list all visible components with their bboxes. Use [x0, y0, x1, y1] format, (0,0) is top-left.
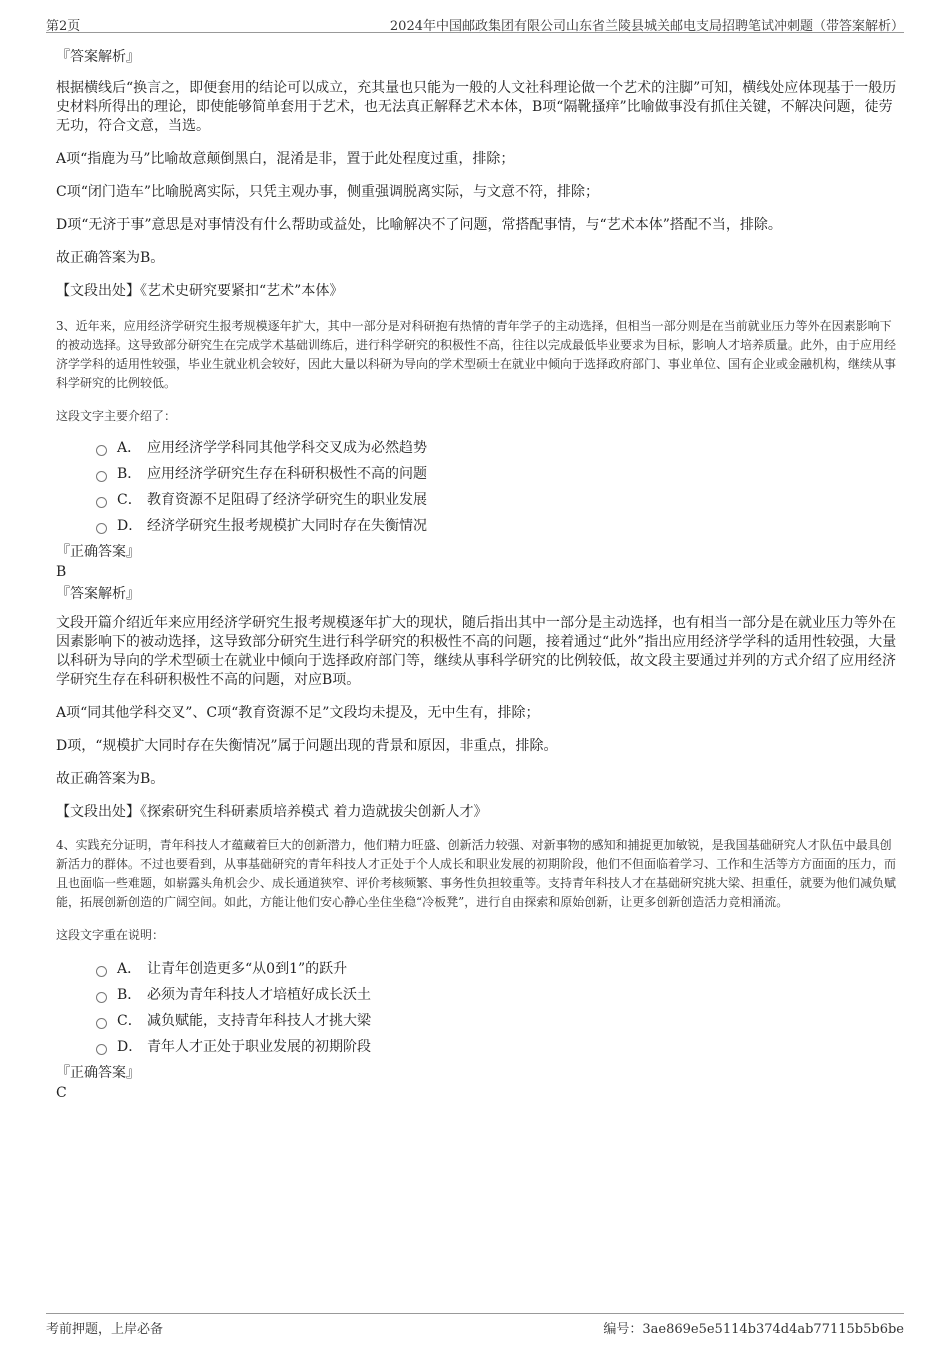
- q2-explain-para-1: 根据横线后“换言之，即便套用的结论可以成立，充其量也只能为一般的人文社科理论做一个艺术的注脚”可知，横线处应体现基于一般历史材料所得出的理论，即使能够简单套用于艺术，也无法真正解释艺术本体，B项“隔靴搔痒”比喻做事没有抓住关键，不解决问题，徒劳无功，符合文意，当选。: [56, 80, 897, 134]
- page-footer: [46, 1313, 904, 1336]
- q3-explain-label: 『答案解析』: [56, 586, 140, 602]
- option-letter: D．: [117, 1039, 143, 1055]
- q3-options: [96, 434, 898, 538]
- radio-icon[interactable]: [96, 523, 107, 534]
- q3-answer: B: [56, 564, 67, 580]
- q4-option-b[interactable]: [96, 981, 898, 1007]
- q2-explain-label: 『答案解析』: [56, 49, 140, 65]
- document-title: 2024年中国邮政集团有限公司山东省兰陵县城关邮电支局招聘笔试冲刺题（带答案解析）: [389, 19, 904, 34]
- q3-explain-para-1: 文段开篇介绍近年来应用经济学研究生报考规模逐年扩大的现状，随后指出其中一部分是主动选择，也有相当一部分是在就业压力等外在因素影响下的被动选择，这导致部分研究生进行科学研究的积极性不高的问题，接着通过“此外”指出应用经济学学科的适用性较强，大量以科研为导向的学术型硕士在就业中倾向于选择政府部门等，继续从事科学研究的比例较低，故文段主要通过并列的方式介绍了应用经济学研究生存在科研积极性不高的问题，对应B项。: [56, 615, 897, 688]
- q2-source: 【文段出处】《艺术史研究要紧扣“艺术”本体》: [56, 283, 344, 299]
- option-letter: A．: [117, 440, 142, 456]
- footer-serial: 编号：3ae869e5e5114b374d4ab77115b5b6be: [603, 1322, 904, 1337]
- q3-answer-label: 『正确答案』: [56, 544, 140, 560]
- q4-option-d[interactable]: [96, 1033, 898, 1059]
- q3-explain-para-3: D项，“规模扩大同时存在失衡情况”属于问题出现的背景和原因，非重点，排除。: [56, 738, 558, 754]
- option-text: 必须为青年科技人才培植好成长沃土: [147, 987, 371, 1003]
- radio-icon[interactable]: [96, 966, 107, 977]
- option-text: 教育资源不足阻碍了经济学研究生的职业发展: [147, 492, 427, 508]
- q3-question: 3、近年来，应用经济学研究生报考规模逐年扩大，其中一部分是对科研抱有热情的青年学子的主动选择，但相当一部分则是在当前就业压力等外在因素影响下的被动选择。这导致部分研究生在完成学术基础训练后，进行科学研究的积极性不高，往往以完成最低毕业要求为目标，影响人才培养质量。此外，由于应用经济学学科的适用性较强，毕业生就业机会较好，因此大量以科研为导向的学术型硕士在就业中倾向于选择政府部门、事业单位、国有企业或金融机构，继续从事科学研究的比例较低。: [56, 319, 897, 390]
- option-letter: B．: [117, 466, 142, 482]
- option-text: 减负赋能，支持青年科技人才挑大梁: [147, 1013, 371, 1029]
- q3-explain-para-2: A项“同其他学科交叉”、C项“教育资源不足”文段均未提及，无中生有，排除；: [56, 705, 540, 721]
- q4-option-c[interactable]: [96, 1007, 898, 1033]
- q2-explain-para-2: A项“指鹿为马”比喻故意颠倒黑白，混淆是非，置于此处程度过重，排除；: [56, 151, 515, 167]
- radio-icon[interactable]: [96, 497, 107, 508]
- radio-icon[interactable]: [96, 992, 107, 1003]
- option-letter: B．: [117, 987, 142, 1003]
- q3-conclusion: 故正确答案为B。: [56, 771, 165, 787]
- option-letter: C．: [117, 492, 142, 508]
- footer-slogan: 考前押题，上岸必备: [46, 1322, 164, 1337]
- page-number: 第2页: [46, 19, 81, 34]
- q3-option-c[interactable]: [96, 486, 898, 512]
- radio-icon[interactable]: [96, 1044, 107, 1055]
- page-content: [56, 38, 898, 1103]
- q3-option-a[interactable]: [96, 434, 898, 460]
- option-letter: C．: [117, 1013, 142, 1029]
- q4-answer-label: 『正确答案』: [56, 1065, 140, 1081]
- option-text: 让青年创造更多“从0到1”的跃升: [147, 961, 348, 977]
- q4-option-a[interactable]: [96, 955, 898, 981]
- q2-explain-para-3: C项“闭门造车”比喻脱离实际，只凭主观办事，侧重强调脱离实际，与文意不符，排除；: [56, 184, 600, 200]
- page-header: [46, 12, 904, 33]
- q4-prompt: 这段文字重在说明：: [56, 928, 165, 942]
- q3-source: 【文段出处】《探索研究生科研素质培养模式 着力造就拔尖创新人才》: [56, 804, 488, 820]
- radio-icon[interactable]: [96, 1018, 107, 1029]
- radio-icon[interactable]: [96, 445, 107, 456]
- q3-option-d[interactable]: [96, 512, 898, 538]
- option-text: 青年人才正处于职业发展的初期阶段: [147, 1039, 371, 1055]
- option-letter: D．: [117, 518, 143, 534]
- q4-options: [96, 955, 898, 1059]
- q4-answer: C: [56, 1085, 67, 1101]
- q4-question: 4、实践充分证明，青年科技人才蕴藏着巨大的创新潜力，他们精力旺盛、创新活力较强、对新事物的感知和捕捉更加敏锐，是我国基础研究人才队伍中最具创新活力的群体。不过也要看到，从事基础研究的青年科技人才正处于个人成长和职业发展的初期阶段，他们不但面临着学习、工作和生活等方方面面的压力，而且也面临一些难题，如崭露头角机会少、成长通道狭窄、评价考核频繁、事务性负担较重等。支持青年科技人才在基础研究挑大梁、担重任，就要为他们减负赋能，拓展创新创造的广阔空间。如此，方能让他们安心静心坐住坐稳“冷板凳”，进行自由探索和原始创新，让更多创新创造活力竞相涌流。: [56, 838, 897, 909]
- option-text: 应用经济学学科同其他学科交叉成为必然趋势: [147, 440, 427, 456]
- radio-icon[interactable]: [96, 471, 107, 482]
- q3-option-b[interactable]: [96, 460, 898, 486]
- option-text: 应用经济学研究生存在科研积极性不高的问题: [147, 466, 427, 482]
- q3-prompt: 这段文字主要介绍了：: [56, 409, 177, 423]
- option-letter: A．: [117, 961, 142, 977]
- option-text: 经济学研究生报考规模扩大同时存在失衡情况: [147, 518, 427, 534]
- q2-conclusion: 故正确答案为B。: [56, 250, 165, 266]
- q2-explain-para-4: D项“无济于事”意思是对事情没有什么帮助或益处，比喻解决不了问题，常搭配事情，与“艺术本体”搭配不当，排除。: [56, 217, 782, 233]
